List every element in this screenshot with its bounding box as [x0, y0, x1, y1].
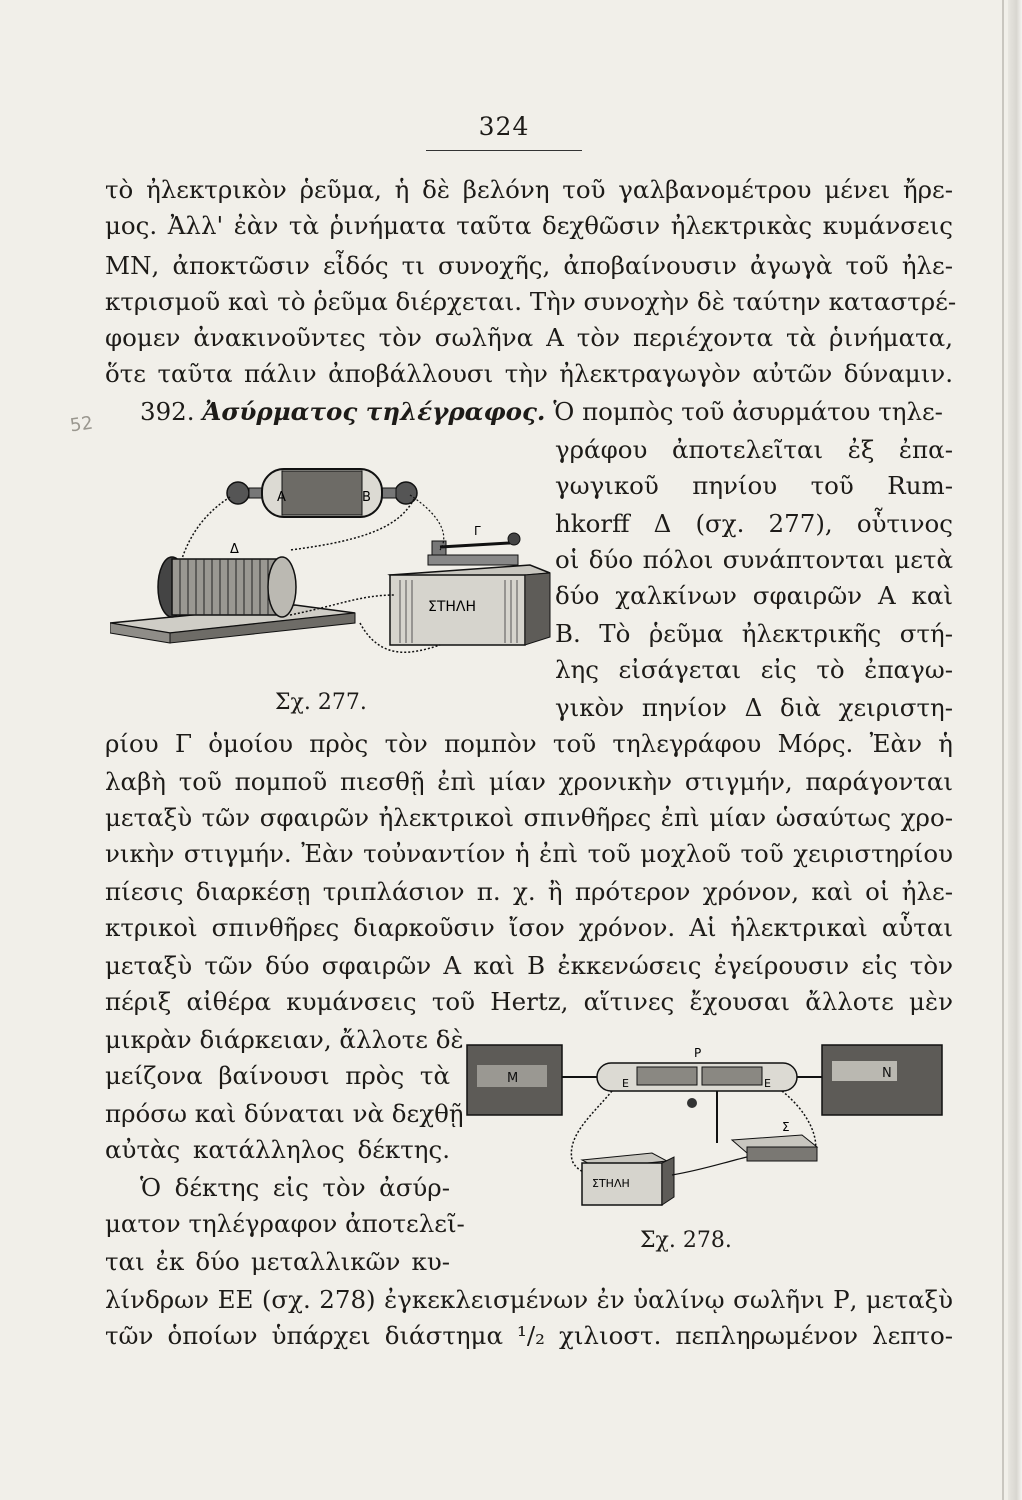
body-line: λαβὴ τοῦ πομποῦ πιεσθῇ ἐπὶ μίαν χρονικὴν στιγμήν, παράγονται — [105, 767, 953, 796]
body-line: μεταξὺ τῶν σφαιρῶν ἠλεκτρικοὶ σπινθῆρες ἐπὶ μίαν ὡσαύτως χρο- — [105, 803, 953, 832]
body-line: τὸ ἠλεκτρικὸν ῥεῦμα, ἡ δὲ βελόνη τοῦ γαλβανομέτρου μένει ἤρε- — [105, 175, 953, 204]
label-receiver-battery: ΣΤΗΛΗ — [592, 1177, 630, 1190]
body-line: ματον τηλέγραφον ἀποτελεῖ- — [105, 1209, 465, 1238]
cylinder-e-left — [637, 1067, 697, 1085]
relay-sigma — [747, 1147, 817, 1161]
body-line: μείζονα βαίνουσι πρὸς τὰ — [105, 1061, 450, 1090]
label-sigma: Σ — [782, 1120, 790, 1134]
page-number: 324 — [478, 112, 530, 141]
body-line: φομεν ἀνακινοῦντες τὸν σωλῆνα Α τὸν περιέχοντα τὰ ῥινήματα, — [105, 323, 953, 352]
body-line: κτρισμοῦ καὶ τὸ ῥεῦμα διέρχεται. Τὴν συνοχὴν δὲ ταύτην καταστρέ- — [105, 287, 957, 316]
label-b: B — [362, 490, 371, 505]
tube-inner-medium — [282, 471, 362, 515]
body-line: αὐτὰς κατάλληλος δέκτης. — [105, 1135, 450, 1164]
body-line: Ὁ δέκτης εἰς τὸν ἀσύρ- — [140, 1173, 450, 1202]
body-line: πίεσις διαρκέσῃ τριπλάσιον π. χ. ἢ πρότερον χρόνον, καὶ οἱ ἠλε- — [105, 877, 953, 906]
body-line: μεταξὺ τῶν δύο σφαιρῶν Α καὶ Β ἐκκενώσεις ἐγείρουσιν εἰς τὸν — [105, 951, 953, 980]
page-fold-line — [1002, 0, 1004, 1500]
label-delta: Δ — [230, 542, 239, 557]
sphere-a-ball — [227, 482, 249, 504]
body-line: πέριξ αἰθέρα κυμάνσεις τοῦ Hertz, αἵτινες ἔχουσαι ἄλλοτε μὲν — [105, 987, 953, 1016]
body-line: γράφου ἀποτελεῖται ἐξ ἐπα- — [555, 435, 953, 464]
body-line: μος. Ἀλλ' ἐὰν τὰ ῥινήματα ταῦτα δεχθῶσιν ἠλεκτρικὰς κυμάνσεις — [105, 211, 953, 240]
section-heading-line — [140, 396, 953, 428]
label-battery: ΣΤΗΛΗ — [428, 599, 477, 615]
page-number-rule — [426, 150, 582, 151]
label-e-left: E — [622, 1077, 629, 1090]
figure-278-illustration — [462, 1035, 952, 1210]
label-e-right: E — [764, 1077, 771, 1090]
body-line: λίνδρων ΕΕ (σχ. 278) ἐγκεκλεισμένων ἐν ὑαλίνῳ σωλῆνι Ρ, μεταξὺ — [105, 1285, 953, 1314]
body-line: ΜΝ, ἀποκτῶσιν εἶδός τι συνοχῆς, ἀποβαίνουσιν ἀγωγὰ τοῦ ἠλε- — [105, 251, 953, 280]
body-line: ὅτε ταῦτα πάλιν ἀποβάλλουσι τὴν ἠλεκτραγωγὸν αὐτῶν δύναμιν. — [105, 359, 953, 388]
body-line: οἱ δύο πόλοι συνάπτονται μετὰ — [555, 545, 953, 574]
body-line: κτρικοὶ σπινθῆρες διαρκοῦσιν ἴσον χρόνον. Αἱ ἠλεκτρικαὶ αὗται — [105, 913, 953, 942]
section-title: Ἀσύρματος τηλέγραφος. — [202, 397, 546, 426]
body-line: νικὴν στιγμήν. Ἐὰν τοὐναντίον ἡ ἐπὶ τοῦ μοχλοῦ τοῦ χειριστηρίου — [105, 839, 953, 868]
section-number: 392. — [140, 397, 195, 426]
body-line: δύο χαλκίνων σφαιρῶν Α καὶ — [555, 581, 953, 610]
body-line: γικὸν πηνίον Δ διὰ χειριστη- — [555, 693, 953, 722]
margin-pencil-note: 52 — [68, 412, 95, 437]
page-edge — [1008, 0, 1022, 1500]
body-line: ρίου Γ ὁμοίου πρὸς τὸν πομπὸν τοῦ τηλεγράφου Μόρς. Ἐὰν ἡ — [105, 729, 953, 758]
body-line: μικρὰν διάρκειαν, ἄλλοτε δὲ — [105, 1025, 464, 1054]
label-p: P — [694, 1046, 702, 1060]
figure-277-illustration — [110, 455, 555, 670]
telegraph-key-knob — [508, 533, 520, 545]
body-line: Β. Τὸ ῥεῦμα ἠλεκτρικῆς στή- — [555, 619, 953, 648]
label-m: M — [507, 1071, 519, 1086]
cylinder-e-right — [702, 1067, 762, 1085]
telegraph-key-lever — [440, 543, 510, 547]
body-line: ται ἐκ δύο μεταλλικῶν κυ- — [105, 1247, 450, 1276]
body-line: hkorff Δ (σχ. 277), οὗτινος — [555, 509, 953, 538]
body-line: πρόσω καὶ δύναται νὰ δεχθῇ — [105, 1099, 464, 1128]
section-first-line: Ὁ πομπὸς τοῦ ἀσυρμάτου τηλε- — [553, 397, 943, 426]
figure-278-caption: Σχ. 278. — [640, 1228, 732, 1253]
figure-277-caption: Σχ. 277. — [275, 690, 367, 715]
body-line: γωγικοῦ πηνίου τοῦ Rum- — [555, 471, 953, 500]
body-line: λης εἰσάγεται εἰς τὸ ἐπαγω- — [555, 655, 953, 684]
label-a: A — [277, 490, 286, 505]
label-n: N — [882, 1066, 892, 1081]
body-line: τῶν ὁποίων ὑπάρχει διάστημα ¹/₂ χιλιοστ. πεπληρωμένον λεπτο- — [105, 1321, 953, 1350]
label-gamma: Γ — [474, 524, 481, 538]
